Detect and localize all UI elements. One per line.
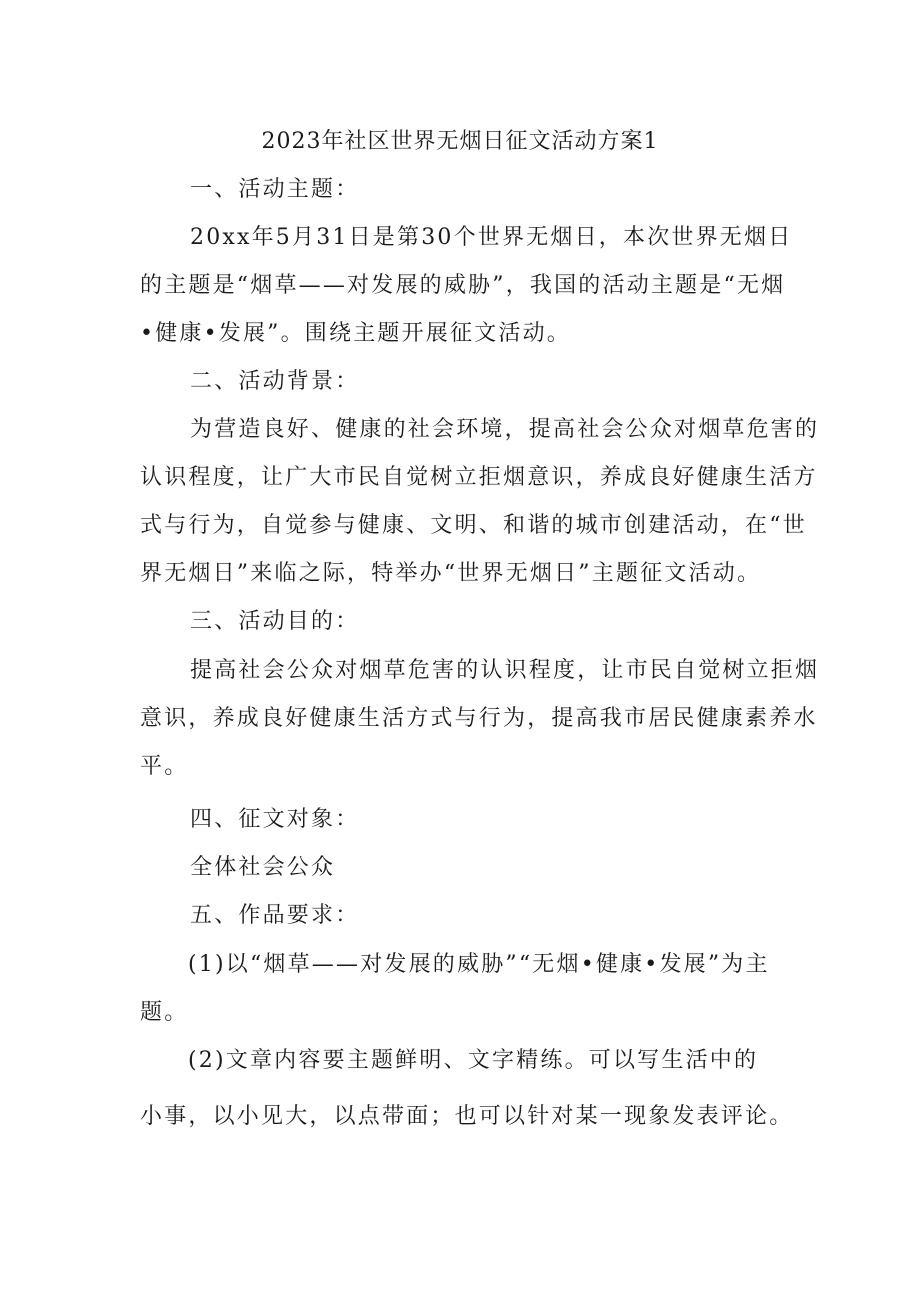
section-heading-purpose: 三、活动目的：	[190, 609, 360, 634]
paragraph-line: 意识，养成良好健康生活方式与行为，提高我市居民健康素养水	[140, 706, 818, 731]
paragraph-line: 为营造良好、健康的社会环境，提高社会公众对烟草危害的	[190, 417, 820, 442]
requirement-item-line: (2)文章内容要主题鲜明、文字精练。可以写生活中的	[188, 1048, 759, 1073]
paragraph-line: 提高社会公众对烟草危害的认识程度，让市民自觉树立拒烟	[190, 658, 820, 683]
paragraph-line: •健康•发展”。围绕主题开展征文活动。	[140, 321, 572, 346]
section-heading-audience: 四、征文对象：	[190, 807, 360, 832]
section-heading-background: 二、活动背景：	[190, 369, 360, 394]
section-heading-requirements: 五、作品要求：	[190, 903, 360, 928]
document-title: 2023年社区世界无烟日征文活动方案1	[261, 129, 659, 154]
paragraph-line: 平。	[140, 754, 189, 779]
requirement-item-line: 题。	[140, 1000, 189, 1025]
paragraph-line: 认识程度，让广大市民自觉树立拒烟意识，养成良好健康生活方	[140, 465, 818, 490]
section-heading-theme: 一、活动主题：	[190, 177, 360, 202]
paragraph-line: 20xx年5月31日是第30个世界无烟日，本次世界无烟日	[190, 225, 793, 250]
paragraph-line: 式与行为，自觉参与健康、文明、和谐的城市创建活动，在“世	[140, 513, 807, 538]
paragraph-line: 的主题是“烟草——对发展的威胁”，我国的活动主题是“无烟	[140, 273, 786, 298]
requirement-item-line: (1)以“烟草——对发展的威胁”“无烟•健康•发展”为主	[188, 952, 770, 977]
paragraph-line: 全体社会公众	[190, 855, 336, 880]
requirement-item-line: 小事，以小见大，以点带面；也可以针对某一现象发表评论。	[140, 1104, 794, 1129]
paragraph-line: 界无烟日”来临之际，特举办“世界无烟日”主题征文活动。	[140, 561, 762, 586]
